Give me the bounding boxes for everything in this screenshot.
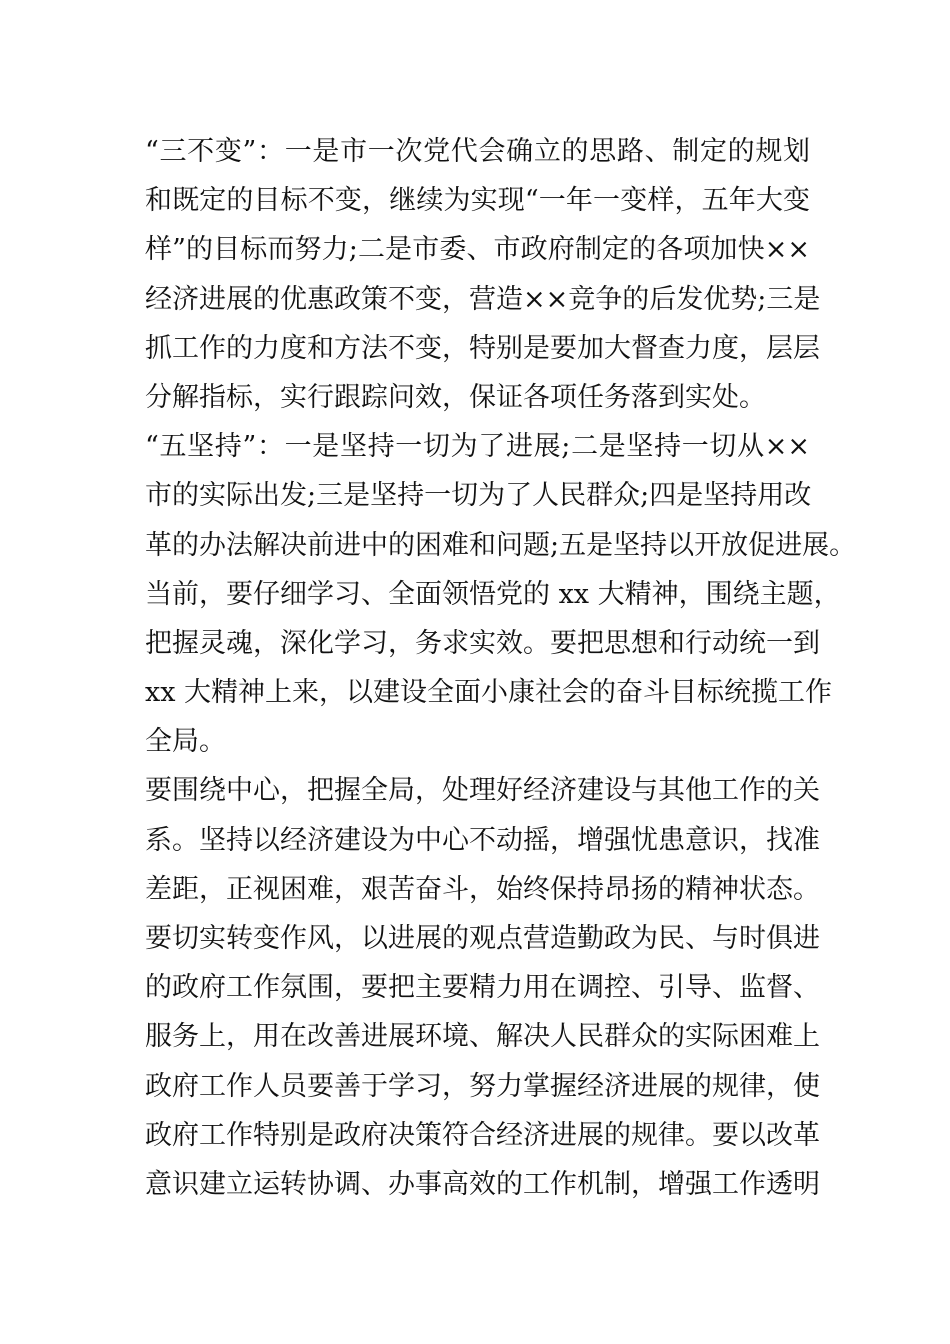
text-line: 市的实际出发;三是坚持一切为了人民群众;四是坚持用改 [145,480,812,512]
text-line: 服务上，用在改善进展环境、解决人民群众的实际困难上 [145,1021,820,1053]
text-line: 政府工作人员要善于学习，努力掌握经济进展的规律，使 [145,1070,820,1102]
text-line: 经济进展的优惠政策不变，营造××竞争的后发优势;三是 [145,283,821,315]
text-line: 系。坚持以经济建设为中心不动摇，增强忧患意识，找准 [145,824,820,856]
text-line: 和既定的目标不变，继续为实现“一年一变样，五年大变 [145,185,810,217]
text-line: 要围绕中心，把握全局，处理好经济建设与其他工作的关 [145,775,820,807]
text-line: “三不变”：一是市一次党代会确立的思路、制定的规划 [145,136,810,167]
text-line: 政府工作特别是政府决策符合经济进展的规律。要以改革 [145,1119,820,1151]
text-line: 意识建立运转协调、办事高效的工作机制，增强工作透明 [145,1168,820,1200]
text-line: “五坚持”：一是坚持一切为了进展;二是坚持一切从×× [145,431,810,463]
text-line: 的政府工作氛围，要把主要精力用在调控、引导、监督、 [145,972,820,1004]
text-line: 样”的目标而努力;二是市委、市政府制定的各项加快×× [145,234,810,266]
text-line: 把握灵魂，深化学习，务求实效。要把思想和行动统一到 [145,627,820,659]
document-body [145,127,857,1209]
text-line: 全局。 [145,726,226,758]
text-line: 当前，要仔细学习、全面领悟党的 xx 大精神，围绕主题， [145,578,841,610]
text-line: 抓工作的力度和方法不变，特别是要加大督查力度，层层 [145,332,820,364]
text-line: 分解指标，实行跟踪问效，保证各项任务落到实处。 [145,381,766,413]
text-line: xx 大精神上来，以建设全面小康社会的奋斗目标统揽工作 [145,677,833,709]
text-line: 差距，正视困难，艰苦奋斗，始终保持昂扬的精神状态。 [145,873,820,905]
text-line: 革的办法解决前进中的困难和问题;五是坚持以开放促进展。 [145,529,857,561]
text-line: 要切实转变作风，以进展的观点营造勤政为民、与时俱进 [145,923,820,954]
